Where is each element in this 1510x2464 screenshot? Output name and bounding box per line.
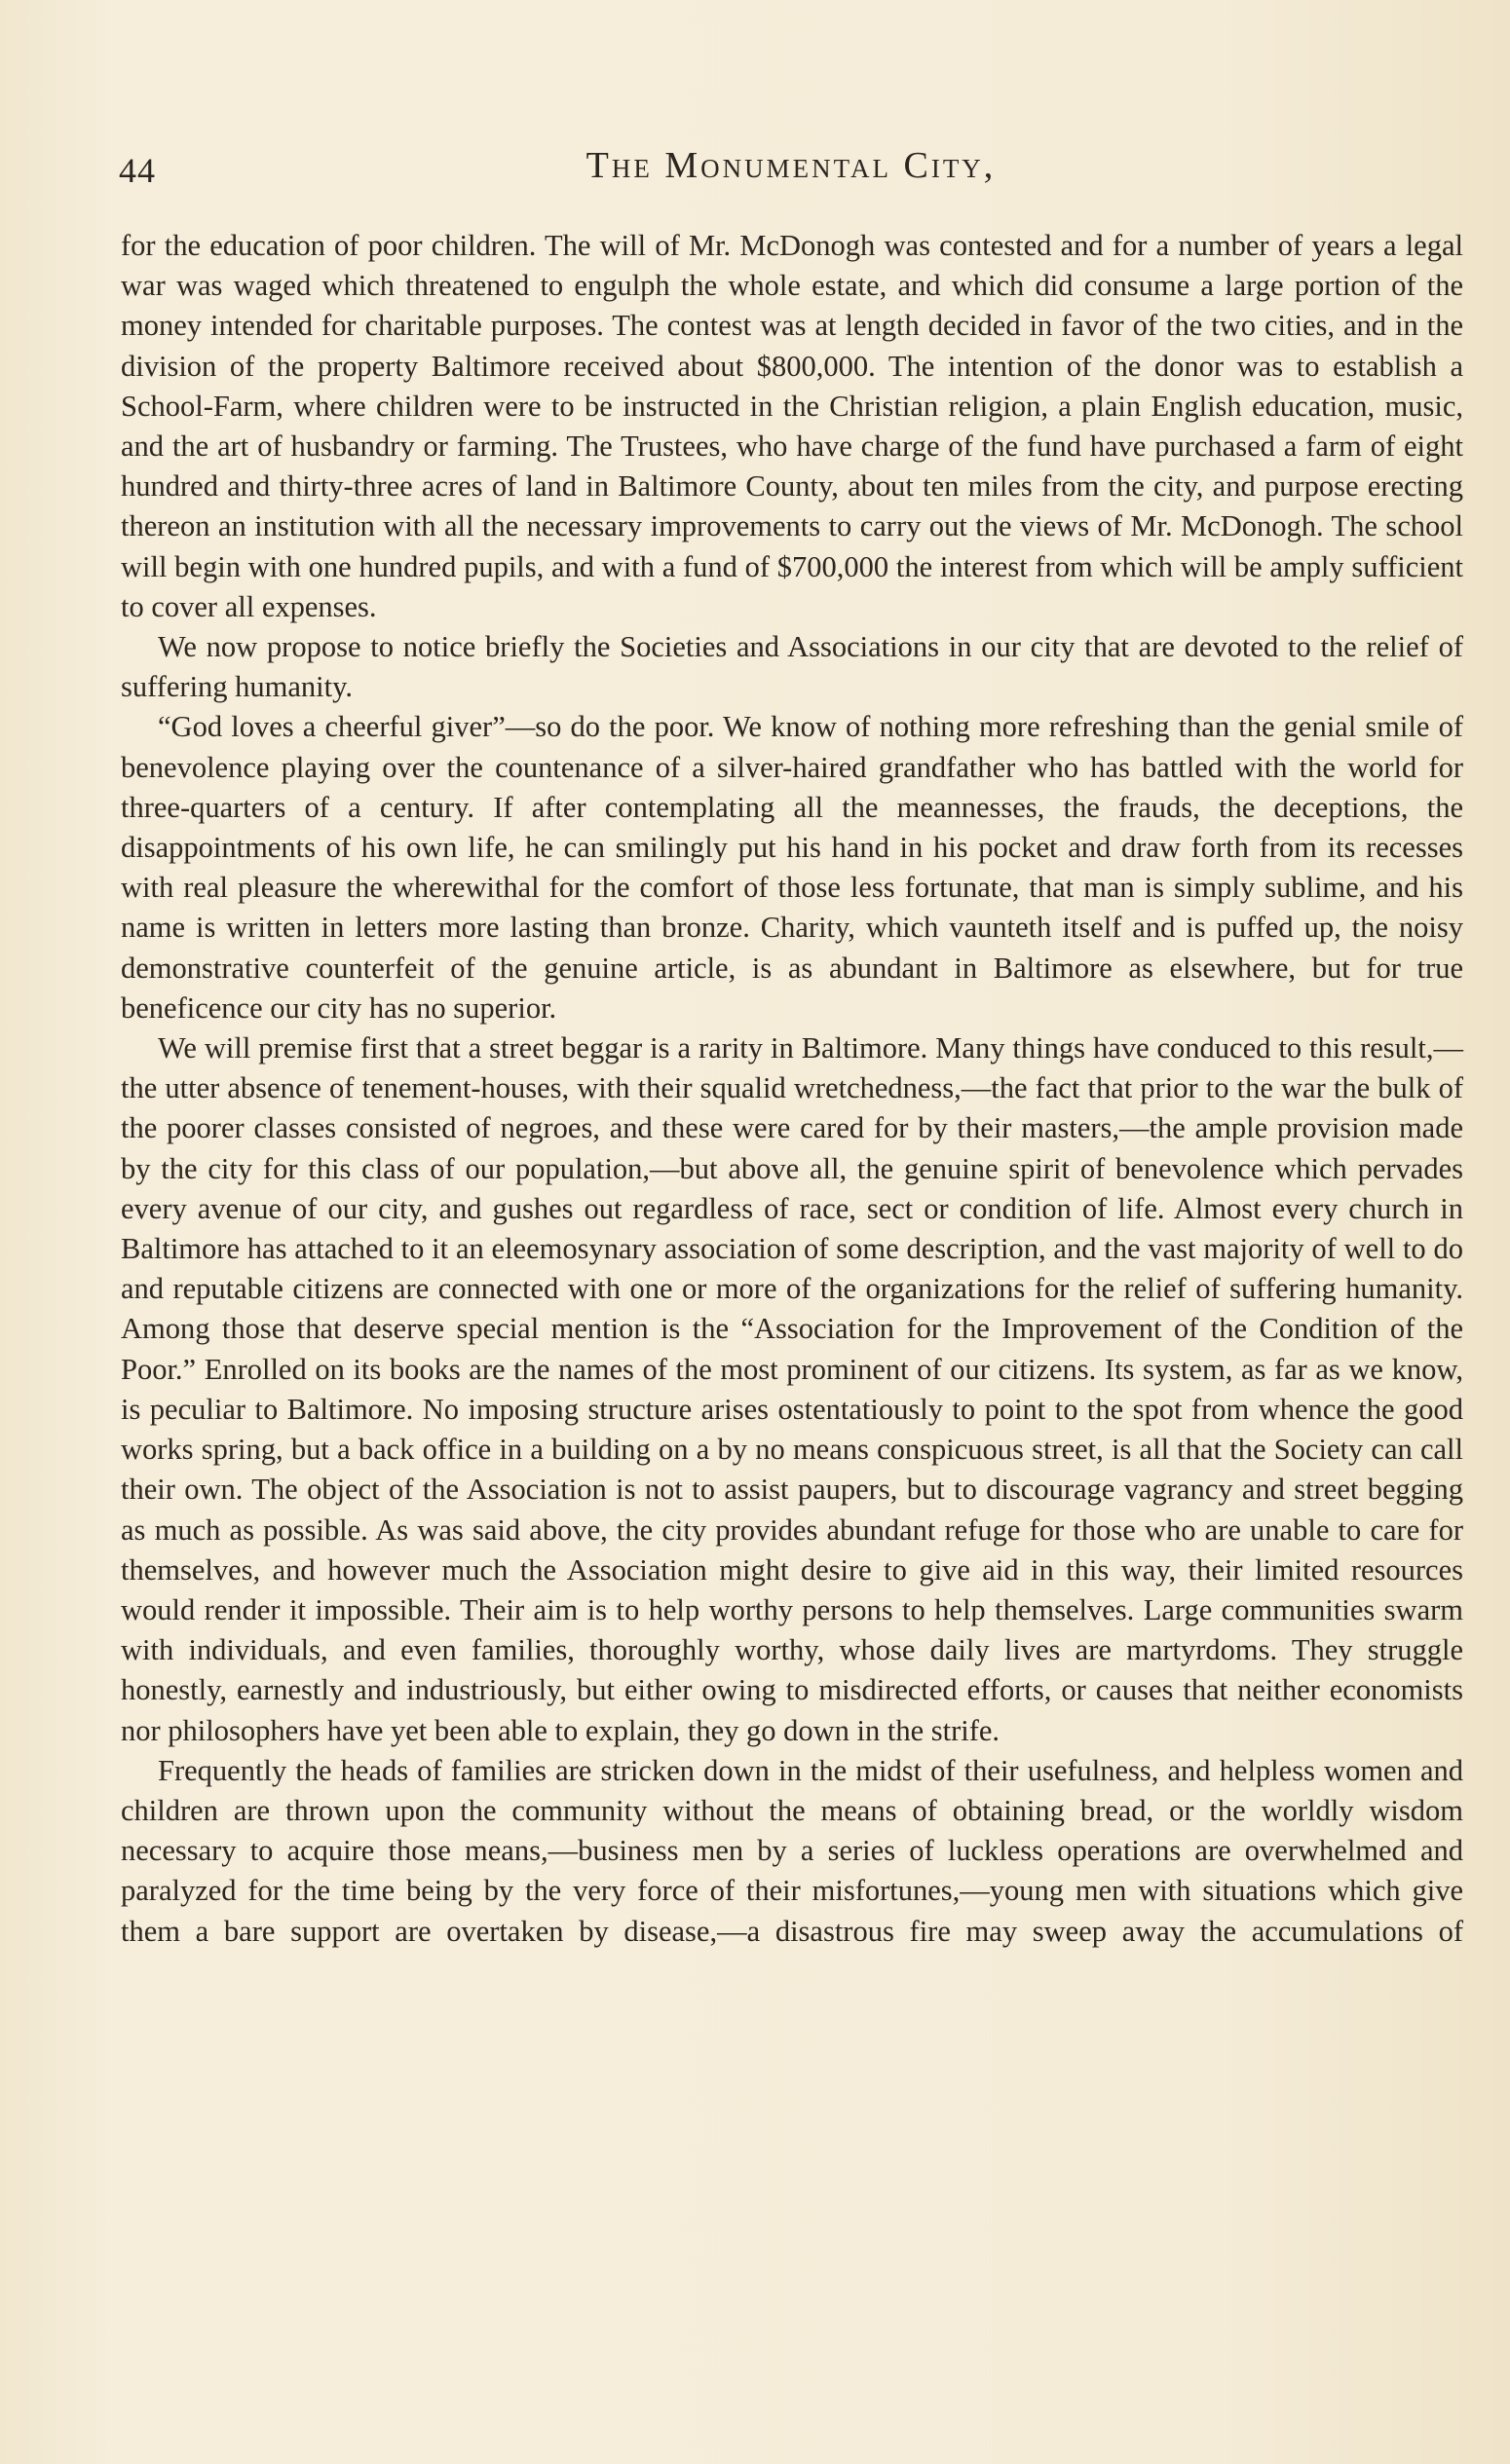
paragraph: “God loves a cheerful giver”—so do the poor. We know of nothing more refreshing than the genial smile of benevolence playing over the countenance of a silver-haired grandfather who has battled with the world for three-quarters of a century. If after contemplating all the meannesses, the frauds, the deceptions, the disappointments of his own life, he can smilingly put his hand in his pocket and draw forth from its recesses with real pleasure the wherewithal for the comfort of those less fortunate, that man is simply sublime, and his name is written in letters more lasting than bronze. Charity, which vaunteth itself and is puffed up, the noisy demonstrative counterfeit of the genuine article, is as abundant in Baltimore as elsewhere, but for true beneficence our city has no superior. xyxy=(121,710,1463,1025)
page-number: 44 xyxy=(119,151,156,190)
paragraph-continued: for the education of poor children. The will of Mr. McDonogh was contested and for a number of years a legal war was waged which threatened to engulph the whole estate, and which did consume a large portion of the money intended for charitable purposes. The contest was at length decided in favor of the two cities, and in the division of the property Baltimore received about $800,000. The intention of the donor was to establish a School-Farm, where children were to be instructed in the Christian religion, a plain English education, music, and the art of husbandry or farming. The Trustees, who have charge of the fund have purchased a farm of eight hundred and thirty-three acres of land in Baltimore County, about ten miles from the city, and purpose erecting thereon an institution with all the necessary improvements to carry out the views of Mr. McDonogh. The school will begin with one hundred pupils, and with a fund of $700,000 the interest from which will be amply sufficient to cover all expenses. xyxy=(121,229,1463,623)
running-title: The Monumental City, xyxy=(585,145,997,186)
paragraph: We now propose to notice briefly the Societies and Associations in our city that are devoted to the relief of suffering humanity. xyxy=(121,630,1463,704)
body-text xyxy=(121,226,1463,1952)
paragraph: We will premise first that a street beggar is a rarity in Baltimore. Many things have conduced to this result,—the utter absence of tenement-houses, with their squalid wretchedness,—the fact that prior to the war the bulk of the poorer classes consisted of negroes, and these were cared for by their masters,—the ample provision made by the city for this class of our population,—but above all, the genuine spirit of benevolence which pervades every avenue of our city, and gushes out regardless of race, sect or condition of life. Almost every church in Baltimore has attached to it an eleemosynary association of some description, and the vast majority of well to do and reputable citizens are connected with one or more of the organizations for the relief of suffering humanity. Among those that deserve special mention is the “Association for the Improvement of the Condition of the Poor.” Enrolled on its books are the names of the most prominent of our citizens. Its system, as far as we know, is peculiar to Baltimore. No imposing structure arises ostentatiously to point to the spot from whence the good works spring, but a back office in a building on a by no means conspicuous street, is all that the Society can call their own. The object of the Association is not to assist paupers, but to discourage vagrancy and street begging as much as possible. As was said above, the city provides abundant refuge for those who are unable to care for themselves, and however much the Association might desire to give aid in this way, their limited resources would render it impossible. Their aim is to help worthy persons to help themselves. Large communities swarm with individuals, and even families, thoroughly worthy, whose daily lives are martyrdoms. They struggle honestly, earnestly and industriously, but either owing to misdirected efforts, or causes that neither economists nor philosophers have yet been able to explain, they go down in the strife. xyxy=(121,1031,1463,1747)
paragraph: Frequently the heads of families are stricken down in the midst of their usefulness, and helpless women and children are thrown upon the community without the means of obtaining bread, or the worldly wisdom necessary to acquire those means,—business men by a series of luckless operations are overwhelmed and paralyzed for the time being by the very force of their misfortunes,—young men with situations which give them a bare support are overtaken by disease,—a disastrous fire may sweep away the accumulations of xyxy=(121,1753,1463,1948)
running-head xyxy=(119,144,1463,203)
